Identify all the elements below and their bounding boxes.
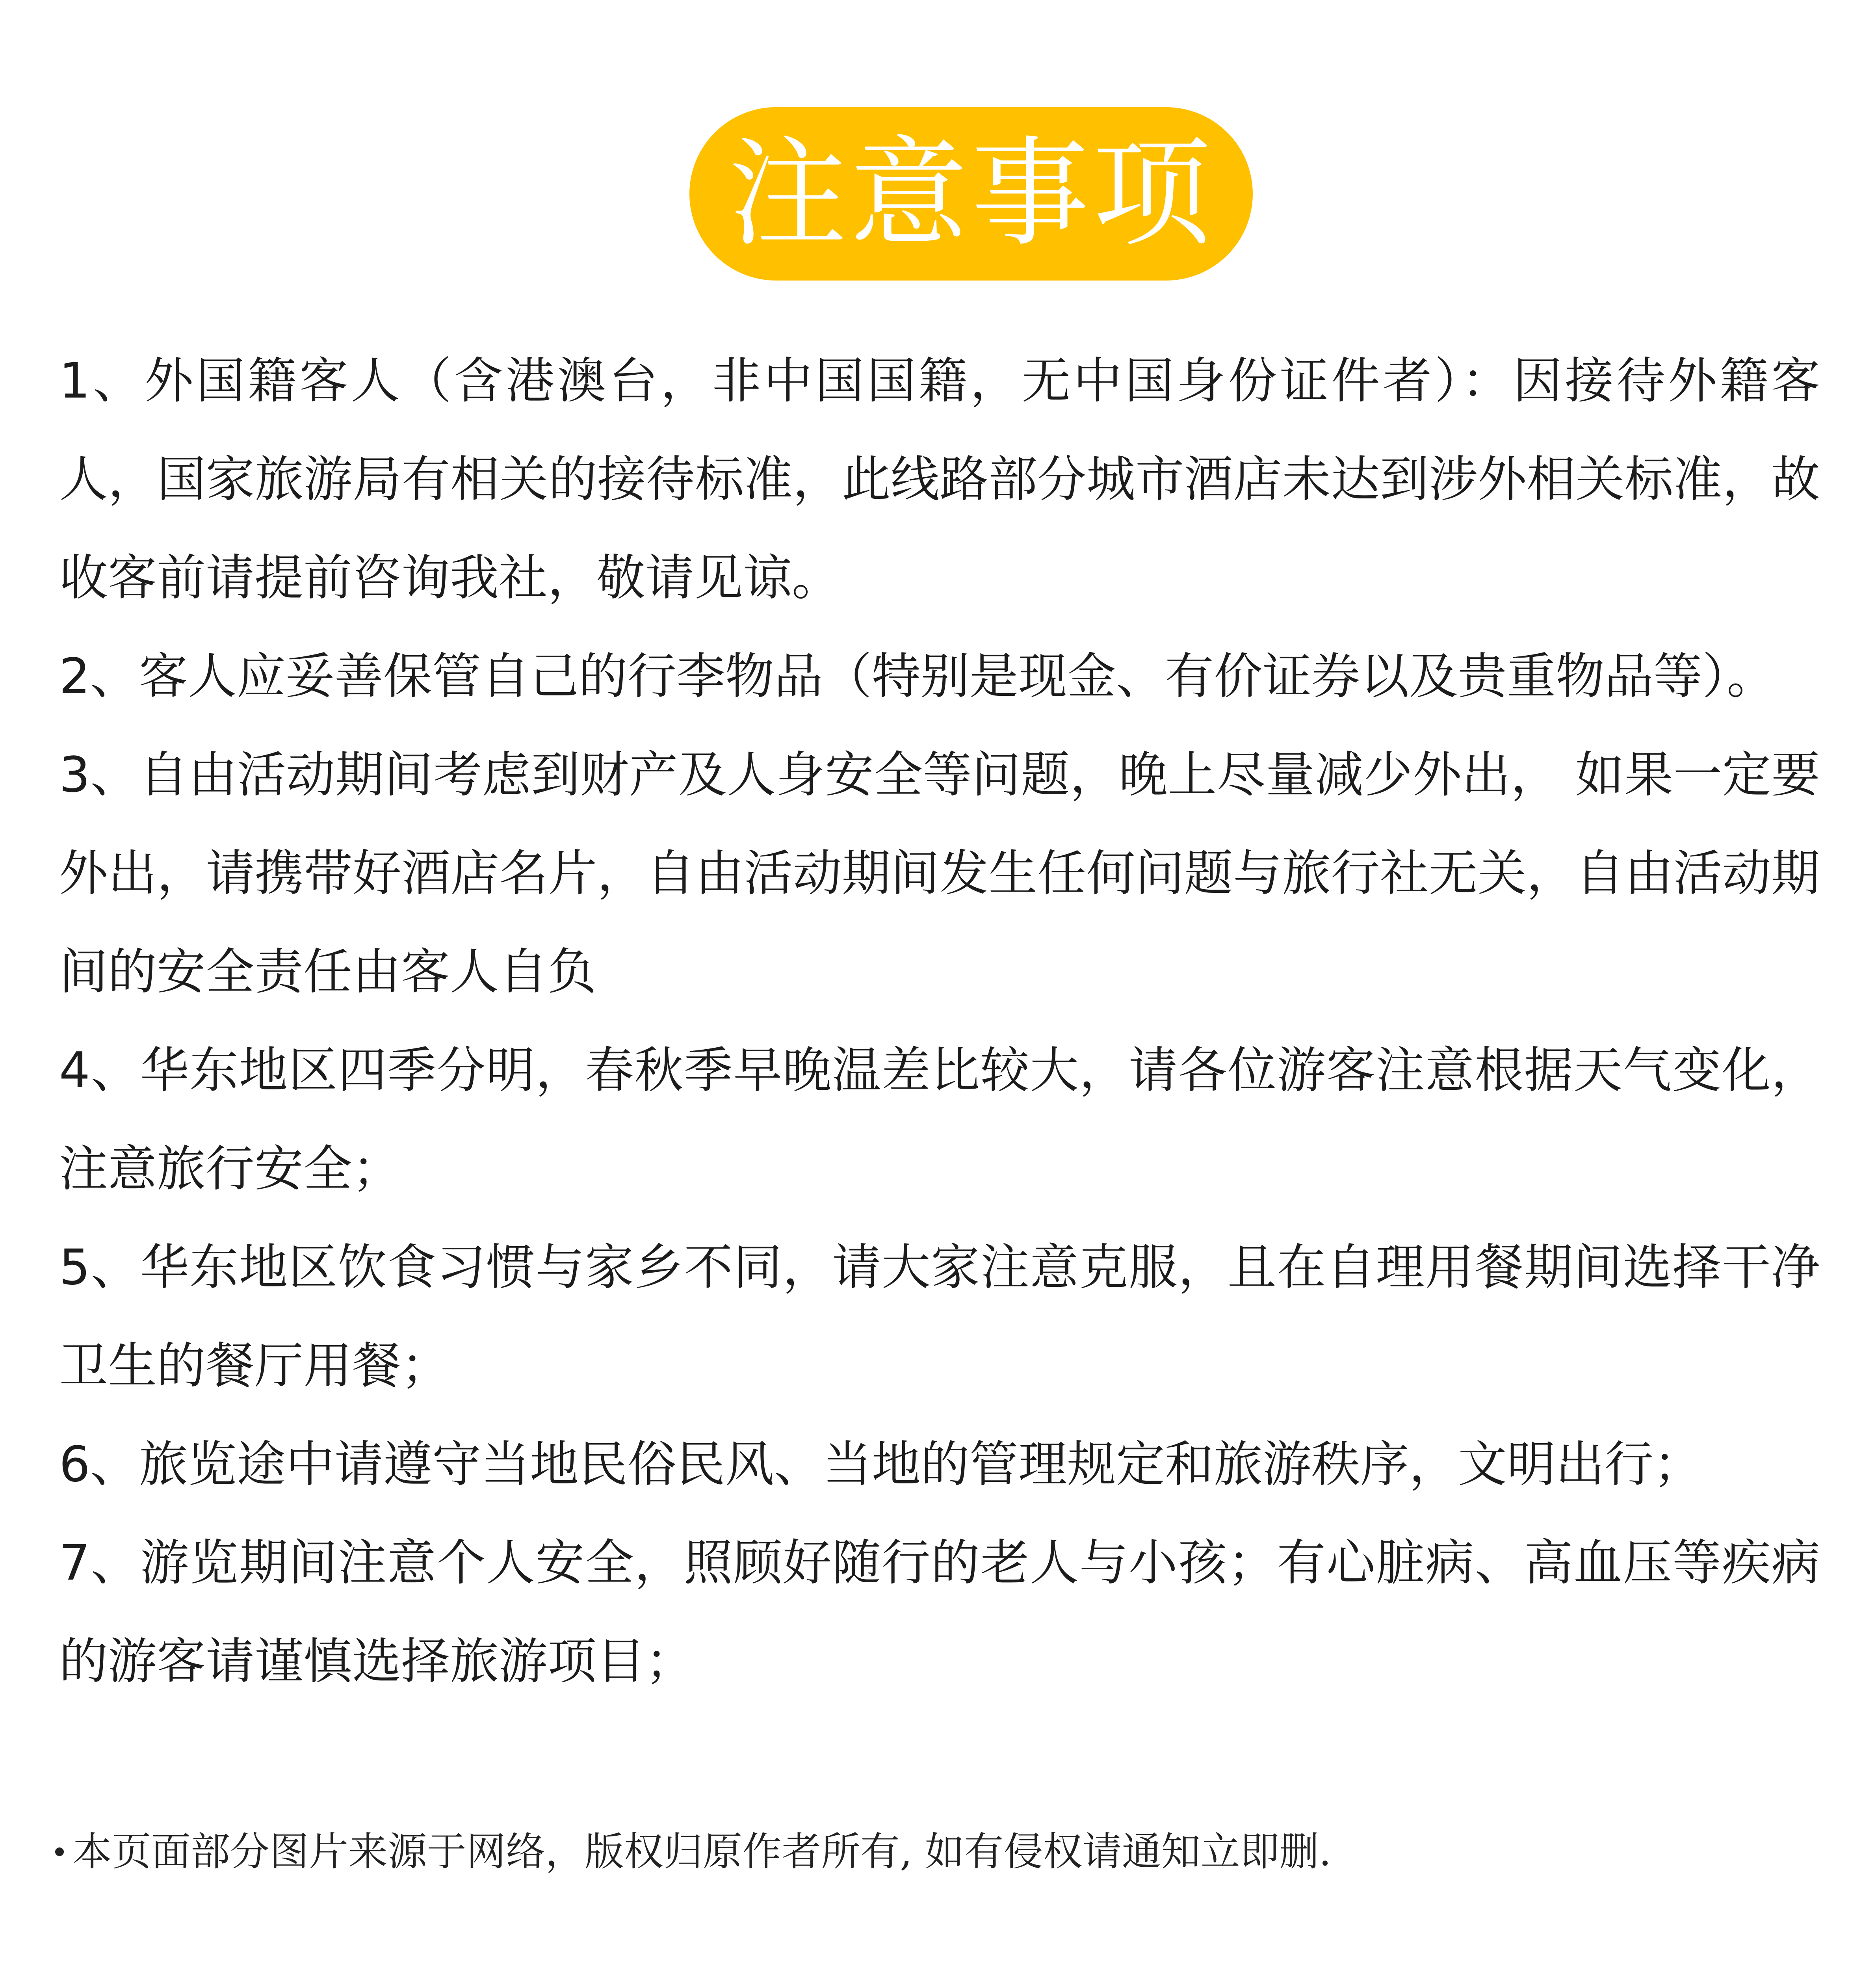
page-title: 注意事项 <box>728 125 1214 262</box>
note-item-3: 3、自由活动期间考虑到财产及人身安全等问题，晚上尽量减少外出， 如果一定要外出，请携带好酒店名片，自由活动期间发生任何问题与旅行社无关，自由活动期间的安全责任由客人自负 <box>59 747 1820 1000</box>
note-item-4: 4、华东地区四季分明，春秋季早晚温差比较大，请各位游客注意根据天气变化，注意旅行安全； <box>59 1042 1820 1197</box>
note-item-6: 6、旅览途中请遵守当地民俗民风、当地的管理规定和旅游秩序，文明出行； <box>59 1436 1702 1493</box>
disclaimer-text: 本页面部分图片来源于网络，版权归原作者所有, 如有侵权请通知立即删. <box>72 1829 1332 1875</box>
note-item-7: 7、游览期间注意个人安全，照顾好随行的老人与小孩；有心脏病、高血压等疾病的游客请谨慎选择旅游项目； <box>59 1535 1820 1690</box>
note-item-1: 1、外国籍客人（含港澳台，非中国国籍，无中国身份证件者）：因接待外籍客人，国家旅游局有相关的接待标准，此线路部分城市酒店未达到涉外相关标准，故收客前请提前咨询我社，敬请见谅。 <box>59 353 1820 606</box>
title-banner <box>689 107 1253 281</box>
footer-disclaimer <box>55 1820 1789 1883</box>
note-item-2: 2、客人应妥善保管自己的行李物品（特别是现金、有价证券以及贵重物品等）。 <box>59 648 1776 705</box>
bullet-icon <box>55 1847 64 1856</box>
note-item-5: 5、华东地区饮食习惯与家乡不同，请大家注意克服，且在自理用餐期间选择干净卫生的餐厅用餐； <box>59 1239 1820 1394</box>
notes-list <box>59 332 1820 1711</box>
